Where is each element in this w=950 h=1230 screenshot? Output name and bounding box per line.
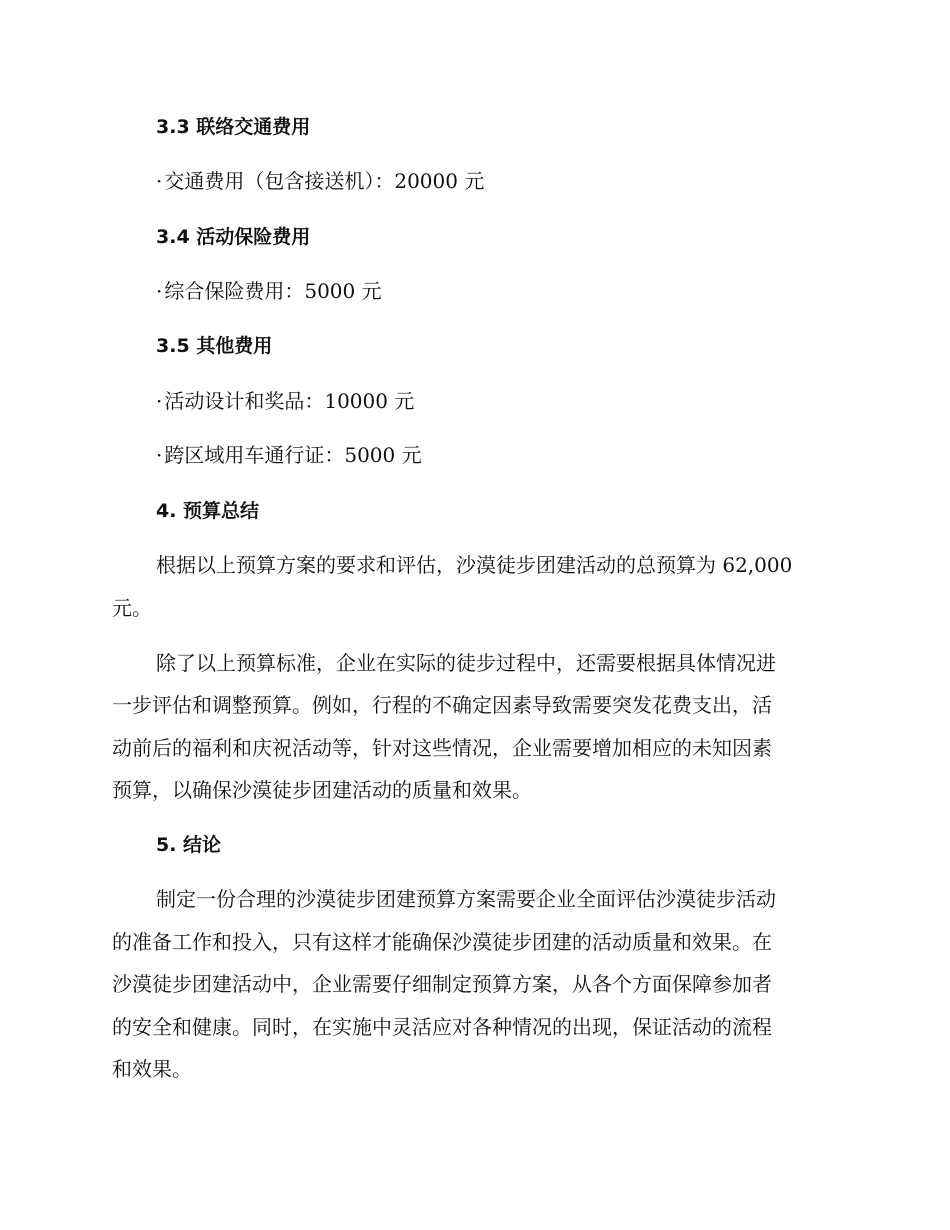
section-heading-3-3: 3.3 联络交通费用 bbox=[156, 116, 311, 138]
paragraph-line: 和效果。 bbox=[112, 1057, 192, 1081]
bullet-text: 交通费用（包含接送机）：20000 元 bbox=[164, 169, 485, 193]
section-heading-3-4: 3.4 活动保险费用 bbox=[156, 226, 311, 248]
paragraph-line: 的安全和健康。同时，在实施中灵活应对各种情况的出现，保证活动的流程 bbox=[112, 1015, 772, 1039]
paragraph-line: 根据以上预算方案的要求和评估，沙漠徒步团建活动的总预算为 62,000 bbox=[156, 553, 793, 577]
bullet-item bbox=[156, 276, 382, 306]
section-heading-5: 5. 结论 bbox=[156, 834, 222, 856]
paragraph-line: 的准备工作和投入，只有这样才能确保沙漠徒步团建的活动质量和效果。在 bbox=[112, 930, 772, 954]
paragraph-line: 动前后的福利和庆祝活动等，针对这些情况，企业需要增加相应的未知因素 bbox=[112, 736, 772, 760]
section-heading-4: 4. 预算总结 bbox=[156, 500, 260, 522]
paragraph-line: 元。 bbox=[112, 596, 152, 620]
bullet-text: 跨区域用车通行证：5000 元 bbox=[164, 443, 422, 467]
bullet-item bbox=[156, 386, 414, 416]
bullet-marker: · bbox=[156, 389, 163, 413]
bullet-text: 综合保险费用：5000 元 bbox=[164, 279, 382, 303]
bullet-item bbox=[156, 166, 484, 196]
bullet-marker: · bbox=[156, 279, 163, 303]
paragraph-line: 预算，以确保沙漠徒步团建活动的质量和效果。 bbox=[112, 778, 532, 802]
bullet-text: 活动设计和奖品：10000 元 bbox=[164, 389, 415, 413]
paragraph-line: 一步评估和调整预算。例如，行程的不确定因素导致需要突发花费支出，活 bbox=[112, 693, 772, 717]
bullet-marker: · bbox=[156, 443, 163, 467]
paragraph-line: 沙漠徒步团建活动中，企业需要仔细制定预算方案，从各个方面保障参加者 bbox=[112, 972, 772, 996]
bullet-marker: · bbox=[156, 169, 163, 193]
paragraph-line: 制定一份合理的沙漠徒步团建预算方案需要企业全面评估沙漠徒步活动 bbox=[156, 887, 776, 911]
paragraph-line: 除了以上预算标准，企业在实际的徒步过程中，还需要根据具体情况进 bbox=[156, 651, 776, 675]
bullet-item bbox=[156, 440, 422, 470]
section-heading-3-5: 3.5 其他费用 bbox=[156, 335, 273, 357]
